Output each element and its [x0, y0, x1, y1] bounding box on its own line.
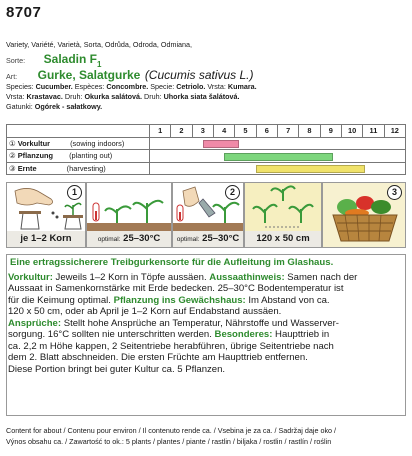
picto-harvest [322, 182, 406, 248]
text-run: Jeweils 1–2 Korn in Töpfe aussäen. [52, 272, 210, 283]
schedule-row-label [7, 162, 150, 175]
optimal-label: optimal: [176, 236, 200, 243]
variety-sub: 1 [96, 60, 102, 70]
row-number: ③ [9, 164, 16, 174]
temperature-value: 25–30°C [123, 233, 161, 244]
schedule-row-pflanzung [7, 150, 406, 163]
description-text [8, 272, 404, 375]
picto-caption [87, 231, 171, 247]
species-value: Krastavac. [26, 92, 63, 101]
month-cell: 12 [384, 125, 405, 138]
species-value: Kumara. [227, 82, 257, 91]
schedule-row-ernte [7, 162, 406, 175]
text-run: sorgung. 16°C sollten nie unterschritten werden. [8, 329, 215, 341]
schedule-row-label [7, 150, 150, 163]
picto-caption: je 1–2 Korn [7, 231, 85, 247]
schedule-bar [224, 153, 332, 161]
species-label: Specie: [150, 82, 175, 91]
text-line: dem 2. Blatt abschneiden. Die ersten Früchte am Haupttrieb entfernen. [8, 352, 308, 364]
step-number-badge: 1 [67, 185, 82, 200]
month-cell: 6 [256, 125, 277, 138]
text-run: für die Keimung optimal. [8, 294, 114, 306]
species-label: Vrsta: [207, 82, 226, 91]
latin-name: (Cucumis sativus L.) [144, 68, 254, 82]
month-cell: 7 [277, 125, 298, 138]
seedlings-icon [87, 183, 172, 233]
row-note: (harvesting) [66, 164, 106, 174]
month-cell: 1 [150, 125, 171, 138]
text-line: 120 x 50 cm, oder ab April je 1–2 Korn auf Endabstand aussäen. [8, 306, 282, 318]
text-heading: Aussaathinweis: [209, 272, 285, 283]
text-line: Aussaat in Samenkornstärke mit Erde bedecken. 25–30°C Bodentemperatur ist [8, 283, 344, 295]
text-run: Im Abstand von ca. [245, 294, 330, 306]
row-title: Pflanzung [17, 151, 54, 161]
row-note: (sowing indoors) [70, 138, 125, 148]
schedule-bar-track [150, 162, 406, 175]
month-cell: 4 [213, 125, 234, 138]
schedule-bar [203, 140, 239, 148]
species-value: Cucumber. [35, 82, 73, 91]
text-heading: Ansprüche: [8, 317, 62, 329]
schedule-row-label [7, 137, 150, 150]
step-number-badge: 2 [225, 185, 240, 200]
species-translations-2 [6, 92, 240, 101]
text-run: Samen nach der [284, 272, 358, 283]
month-cell: 11 [363, 125, 384, 138]
text-heading: Vorkultur: [8, 272, 53, 283]
species-value: Ogórek - sałatkowy. [34, 102, 103, 111]
picto-planting [172, 182, 244, 248]
art-label: Art: [6, 72, 18, 81]
species-label: Vrsta: [6, 92, 25, 101]
schedule-row-vorkultur [7, 137, 406, 150]
species-label: Espèces: [74, 82, 105, 91]
sowing-schedule [6, 124, 406, 178]
month-cell: 10 [341, 125, 362, 138]
picto-sowing [6, 182, 86, 248]
row-title: Ernte [17, 164, 37, 174]
plant-spacing-icon [245, 183, 322, 233]
row-number: ② [9, 151, 16, 161]
month-cell: 5 [235, 125, 256, 138]
species-name: Gurke, Salatgurke [37, 68, 141, 82]
text-run: Haupttrieb in [272, 329, 330, 341]
picto-spacing [244, 182, 322, 248]
species-label: Druh: [144, 92, 162, 101]
sorte-label: Sorte: [6, 56, 26, 65]
step-number-badge: 3 [387, 185, 402, 200]
row-number: ① [9, 138, 16, 148]
month-cell: 2 [171, 125, 192, 138]
picto-caption [173, 231, 243, 247]
schedule-bar-track [150, 150, 406, 163]
description-headline: Eine ertragssicherere Treibgurkensorte für die Aufleitung im Glashaus. [10, 257, 334, 268]
species-value: Uhorka siata šalátová. [163, 92, 240, 101]
species-value: Concombre. [106, 82, 149, 91]
text-line: ca. 2,2 m Höhe kappen, 2 Seitentriebe herabführen, übrige Seitentriebe nach [8, 340, 334, 352]
variety-name: Saladin F [43, 52, 97, 66]
month-cell: 8 [299, 125, 320, 138]
content-note-1: Content for about / Contenu pour environ / Il contenuto rende ca. / Vsebina je za ca. / Sadržaj daje oko / [6, 426, 337, 435]
month-cell: 3 [192, 125, 213, 138]
schedule-bar [256, 165, 364, 173]
species-label: Species: [6, 82, 34, 91]
product-code: 8707 [6, 4, 42, 21]
picto-germination [86, 182, 172, 248]
row-title: Vorkultur [17, 138, 51, 148]
species-label: Gatunki: [6, 102, 33, 111]
schedule-corner [7, 125, 150, 138]
month-cell: 9 [320, 125, 341, 138]
text-line: Diese Portion bringt bei guter Kultur ca. 5 Pflanzen. [8, 363, 226, 375]
content-note-2: Výnos obsahu ca. / Zawartość to ok.: 5 plants / plantes / piante / rastlin / biljaka / rostlin / rastlín / roślin [6, 437, 332, 446]
schedule-bar-track [150, 137, 406, 150]
row-note: (planting out) [69, 151, 113, 161]
species-value: Cetriolo. [176, 82, 206, 91]
species-label: Druh: [64, 92, 83, 101]
text-heading: Pflanzung ins Gewächshaus: [113, 294, 246, 306]
variety-labels: Variety, Variété, Varietà, Sorta, Odrůda, Odroda, Odmiana, [6, 40, 193, 49]
species-translations-3 [6, 102, 102, 111]
text-heading: Besonderes: [214, 329, 273, 341]
schedule-header-row [7, 125, 406, 138]
picto-caption: 120 x 50 cm [245, 231, 321, 247]
temperature-value: 25–30°C [202, 233, 240, 244]
optimal-label: optimal: [97, 236, 121, 243]
species-translations-1 [6, 82, 257, 91]
species-value: Okurka salátová. [84, 92, 143, 101]
text-run: Stellt hohe Ansprüche an Temperatur, Nährstoffe und Wasserver- [61, 317, 339, 329]
